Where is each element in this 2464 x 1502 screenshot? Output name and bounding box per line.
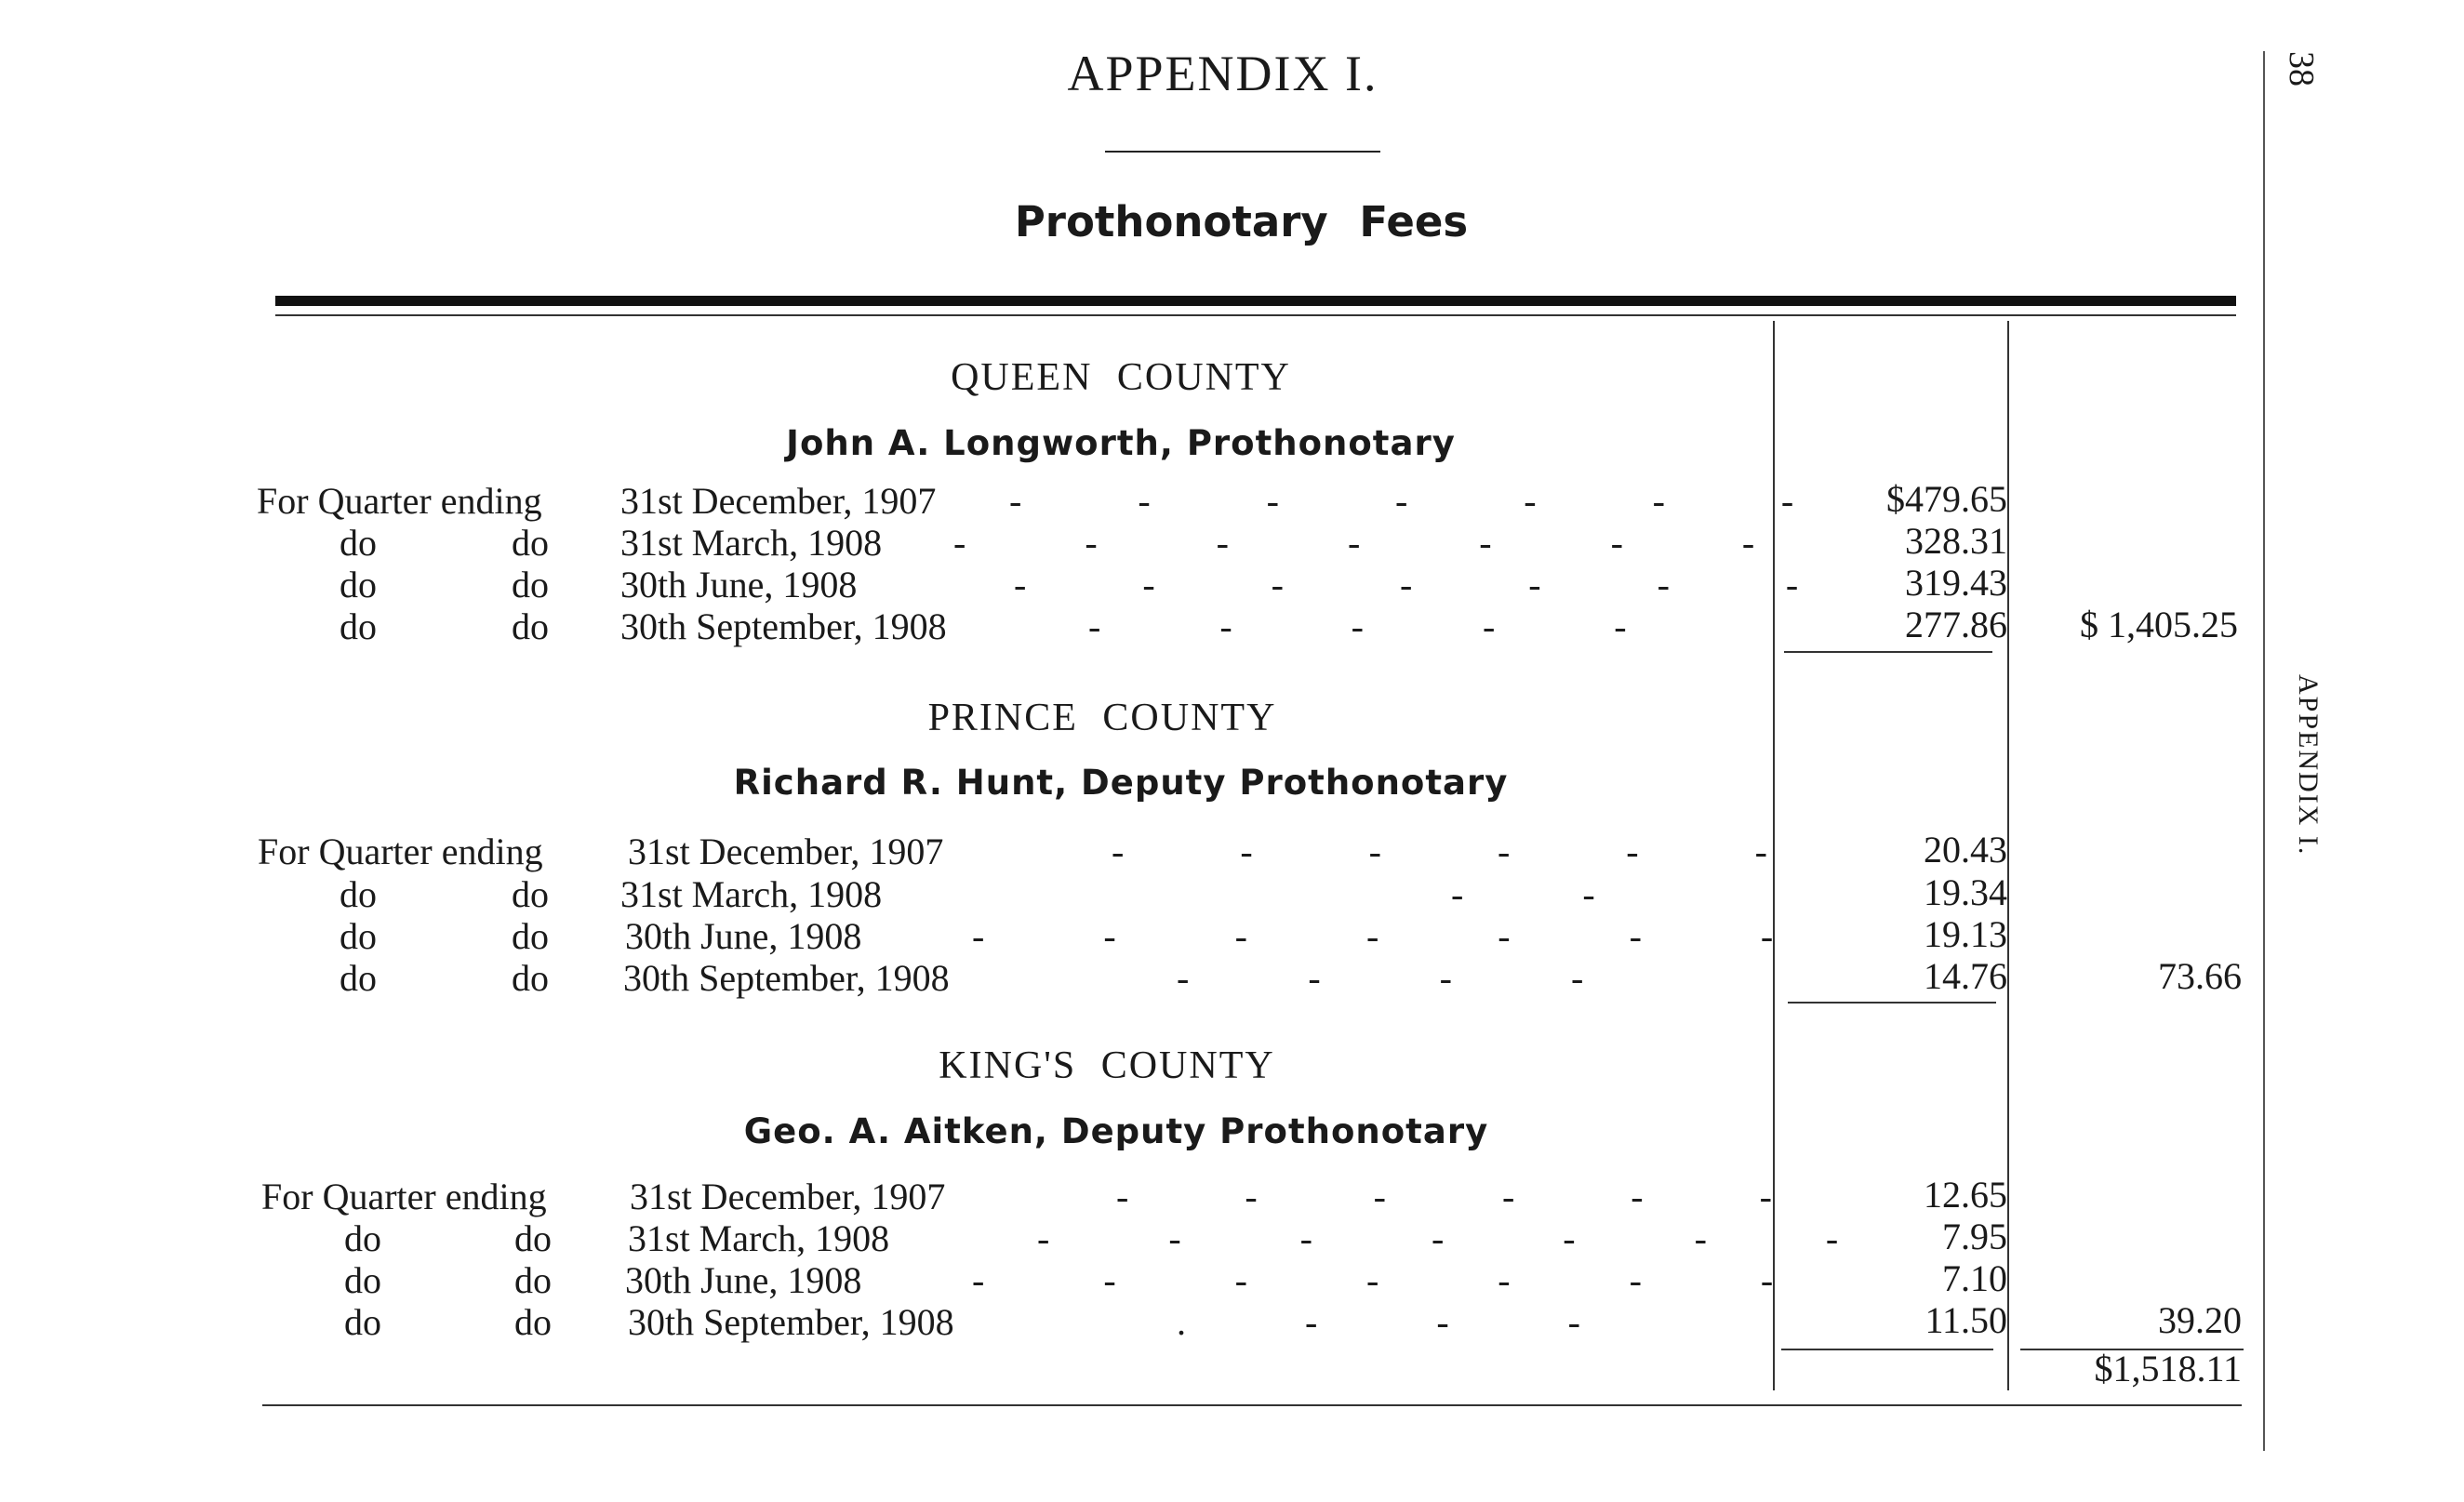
subtotal-rule [1784,651,1992,653]
row-label: do [340,957,377,999]
county-heading: QUEEN COUNTY [951,356,1291,399]
row-date: 31st December, 1907 [620,480,937,522]
leader-dashes: - - - - - - - [1014,564,1799,605]
leader-dashes: - - - - - - - [1009,480,1794,522]
row-label-ditto: do [514,1259,552,1301]
quarter-amount: 12.65 [1924,1174,2007,1216]
row-label: For Quarter ending [257,480,542,522]
quarter-amount: 20.43 [1924,829,2007,871]
page-edge-rule [2263,51,2265,1451]
quarter-amount: 14.76 [1924,955,2007,997]
header-thin-rule [275,314,2236,316]
quarter-amount: 19.34 [1924,871,2007,913]
row-date: 30th September, 1908 [628,1301,954,1343]
row-label-ditto: do [512,522,549,564]
row-label: do [340,915,377,957]
row-date: 30th June, 1908 [625,915,862,957]
row-label-ditto: do [512,957,549,999]
row-label: do [344,1217,381,1259]
row-date: 30th September, 1908 [620,605,947,647]
row-date: 30th June, 1908 [625,1259,862,1301]
row-date: 31st December, 1907 [630,1176,946,1217]
row-label-ditto: do [512,605,549,647]
officer-name: John A. Longworth, Prothonotary [786,423,1456,463]
subtotal-rule [1788,1002,1996,1004]
leader-dashes: - - - - - [1088,605,1627,647]
county-total: $ 1,405.25 [2080,604,2238,645]
row-date: 31st March, 1908 [620,522,883,564]
amount-column-right-rule [2007,321,2009,1390]
leader-dashes: - - - - - - [1116,1176,1772,1217]
officer-name: Geo. A. Aitken, Deputy Prothonotary [743,1111,1489,1151]
leader-dashes: . - - - [1177,1301,1580,1343]
county-heading: KING'S COUNTY [939,1044,1275,1087]
grand-total: $1,518.11 [2094,1348,2242,1389]
quarter-amount: 19.13 [1924,913,2007,955]
county-heading: PRINCE COUNTY [927,697,1277,739]
row-label-ditto: do [512,564,549,605]
title-divider [1105,151,1380,153]
row-date: 30th June, 1908 [620,564,858,605]
row-date: 31st December, 1907 [628,831,944,872]
row-label-ditto: do [512,873,549,915]
quarter-amount: 7.10 [1942,1257,2007,1299]
page-title: APPENDIX I. [1067,46,1379,101]
leader-dashes: - - [1451,873,1595,915]
quarter-amount: 7.95 [1942,1216,2007,1257]
subtotal-rule [1781,1349,1993,1350]
officer-name: Richard R. Hunt, Deputy Prothonotary [733,763,1509,803]
row-label: do [344,1259,381,1301]
bottom-rule [262,1404,2242,1406]
quarter-amount: $479.65 [1886,478,2007,520]
county-total: 39.20 [2158,1299,2242,1341]
quarter-amount: 319.43 [1905,562,2007,604]
row-label: do [340,564,377,605]
row-label: For Quarter ending [261,1176,547,1217]
leader-dashes: - - - - - - - [1037,1217,1839,1259]
row-label: For Quarter ending [258,831,543,872]
row-date: 31st March, 1908 [628,1217,890,1259]
row-date: 30th September, 1908 [623,957,950,999]
header-thick-rule [275,296,2236,306]
leader-dashes: - - - - - - - [972,915,1774,957]
quarter-amount: 11.50 [1925,1299,2007,1341]
county-total: 73.66 [2158,955,2242,997]
side-label: APPENDIX I. [2293,674,2324,857]
leader-dashes: - - - - [1177,957,1584,999]
row-date: 31st March, 1908 [620,873,883,915]
row-label-ditto: do [512,915,549,957]
quarter-amount: 328.31 [1905,520,2007,562]
leader-dashes: - - - - - - - [972,1259,1774,1301]
row-label: do [340,522,377,564]
row-label-ditto: do [514,1301,552,1343]
page-subtitle: Prothonotary Fees [1014,197,1469,246]
page-number: 38 [2282,51,2321,86]
leader-dashes: - - - - - - [1112,831,1767,872]
quarter-amount: 277.86 [1905,604,2007,645]
row-label: do [340,605,377,647]
row-label: do [340,873,377,915]
row-label: do [344,1301,381,1343]
row-label-ditto: do [514,1217,552,1259]
leader-dashes: - - - - - - - [953,522,1755,564]
